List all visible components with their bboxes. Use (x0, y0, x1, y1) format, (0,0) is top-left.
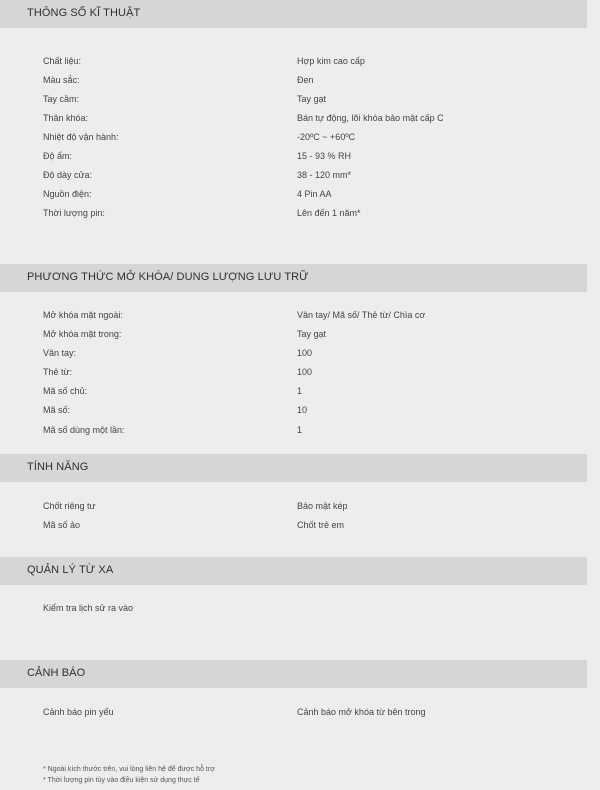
spec-value: 10 (297, 405, 308, 415)
spec-label: Nhiệt độ vận hành: (43, 132, 119, 142)
spec-label: Màu sắc: (43, 75, 80, 85)
section-header-unlock (0, 264, 587, 292)
spec-value: 15 - 93 % RH (297, 151, 352, 161)
feature-item: Kiểm tra lịch sử ra vào (43, 603, 134, 613)
spec-label: Mở khóa mặt ngoài: (43, 310, 123, 320)
spec-value: 4 Pin AA (297, 189, 332, 199)
spec-label: Tay cầm: (43, 94, 80, 104)
spec-value: 100 (297, 348, 313, 358)
spec-label: Mã số dùng một lần: (43, 425, 125, 435)
spec-label: Mã số: (43, 405, 71, 415)
section-header-features (0, 454, 587, 482)
spec-value: 1 (297, 386, 303, 396)
feature-item: Cảnh báo pin yếu (43, 707, 114, 717)
spec-label: Thời lượng pin: (43, 208, 105, 218)
spec-value: Tay gạt (297, 94, 327, 104)
spec-value: Hợp kim cao cấp (297, 56, 365, 66)
section-header-specs (0, 0, 587, 28)
spec-value: Vân tay/ Mã số/ Thẻ từ/ Chìa cơ (297, 310, 426, 320)
spec-label: Mở khóa mặt trong: (43, 329, 122, 339)
section-title: QUẢN LÝ TỪ XA (27, 564, 114, 576)
section-header-remote (0, 557, 587, 585)
spec-label: Mã số chủ: (43, 386, 88, 396)
section-header-alerts (0, 660, 587, 688)
spec-label: Vân tay: (43, 348, 77, 358)
spec-label: Độ ẩm: (43, 151, 73, 161)
feature-item: Chốt riêng tư (43, 501, 96, 511)
section-title: THÔNG SỐ KĨ THUẬT (27, 7, 141, 19)
spec-label: Độ dày cửa: (43, 170, 93, 180)
feature-item: Bảo mật kép (297, 501, 348, 511)
feature-item: Chốt trẻ em (297, 520, 345, 530)
spec-label: Nguồn điện: (43, 189, 92, 199)
spec-label: Thân khóa: (43, 113, 89, 123)
spec-value: 38 - 120 mm* (297, 170, 352, 180)
footnote: * Thời lượng pin tùy vào điều kiện sử dụng thực tế (43, 777, 200, 784)
spec-value: Lên đến 1 năm* (297, 208, 361, 218)
spec-value: Đen (297, 75, 314, 85)
footnote: * Ngoài kích thước trên, vui lòng liên hệ để được hỗ trợ (43, 766, 215, 773)
spec-value: -20ºC ~ +60ºC (297, 132, 356, 142)
spec-label: Chất liệu: (43, 56, 82, 66)
section-title: PHƯƠNG THỨC MỞ KHÓA/ DUNG LƯỢNG LƯU TRỮ (27, 271, 309, 283)
section-title: TÍNH NĂNG (27, 461, 89, 473)
spec-value: Tay gạt (297, 329, 327, 339)
feature-item: Cảnh báo mở khóa từ bên trong (297, 707, 426, 717)
spec-value: 100 (297, 367, 313, 377)
spec-value: 1 (297, 425, 303, 435)
spec-label: Thẻ từ: (43, 367, 73, 377)
feature-item: Mã số ảo (43, 520, 81, 530)
spec-value: Bán tự động, lõi khóa bảo mật cấp C (297, 113, 444, 123)
section-title: CẢNH BÁO (27, 667, 86, 679)
